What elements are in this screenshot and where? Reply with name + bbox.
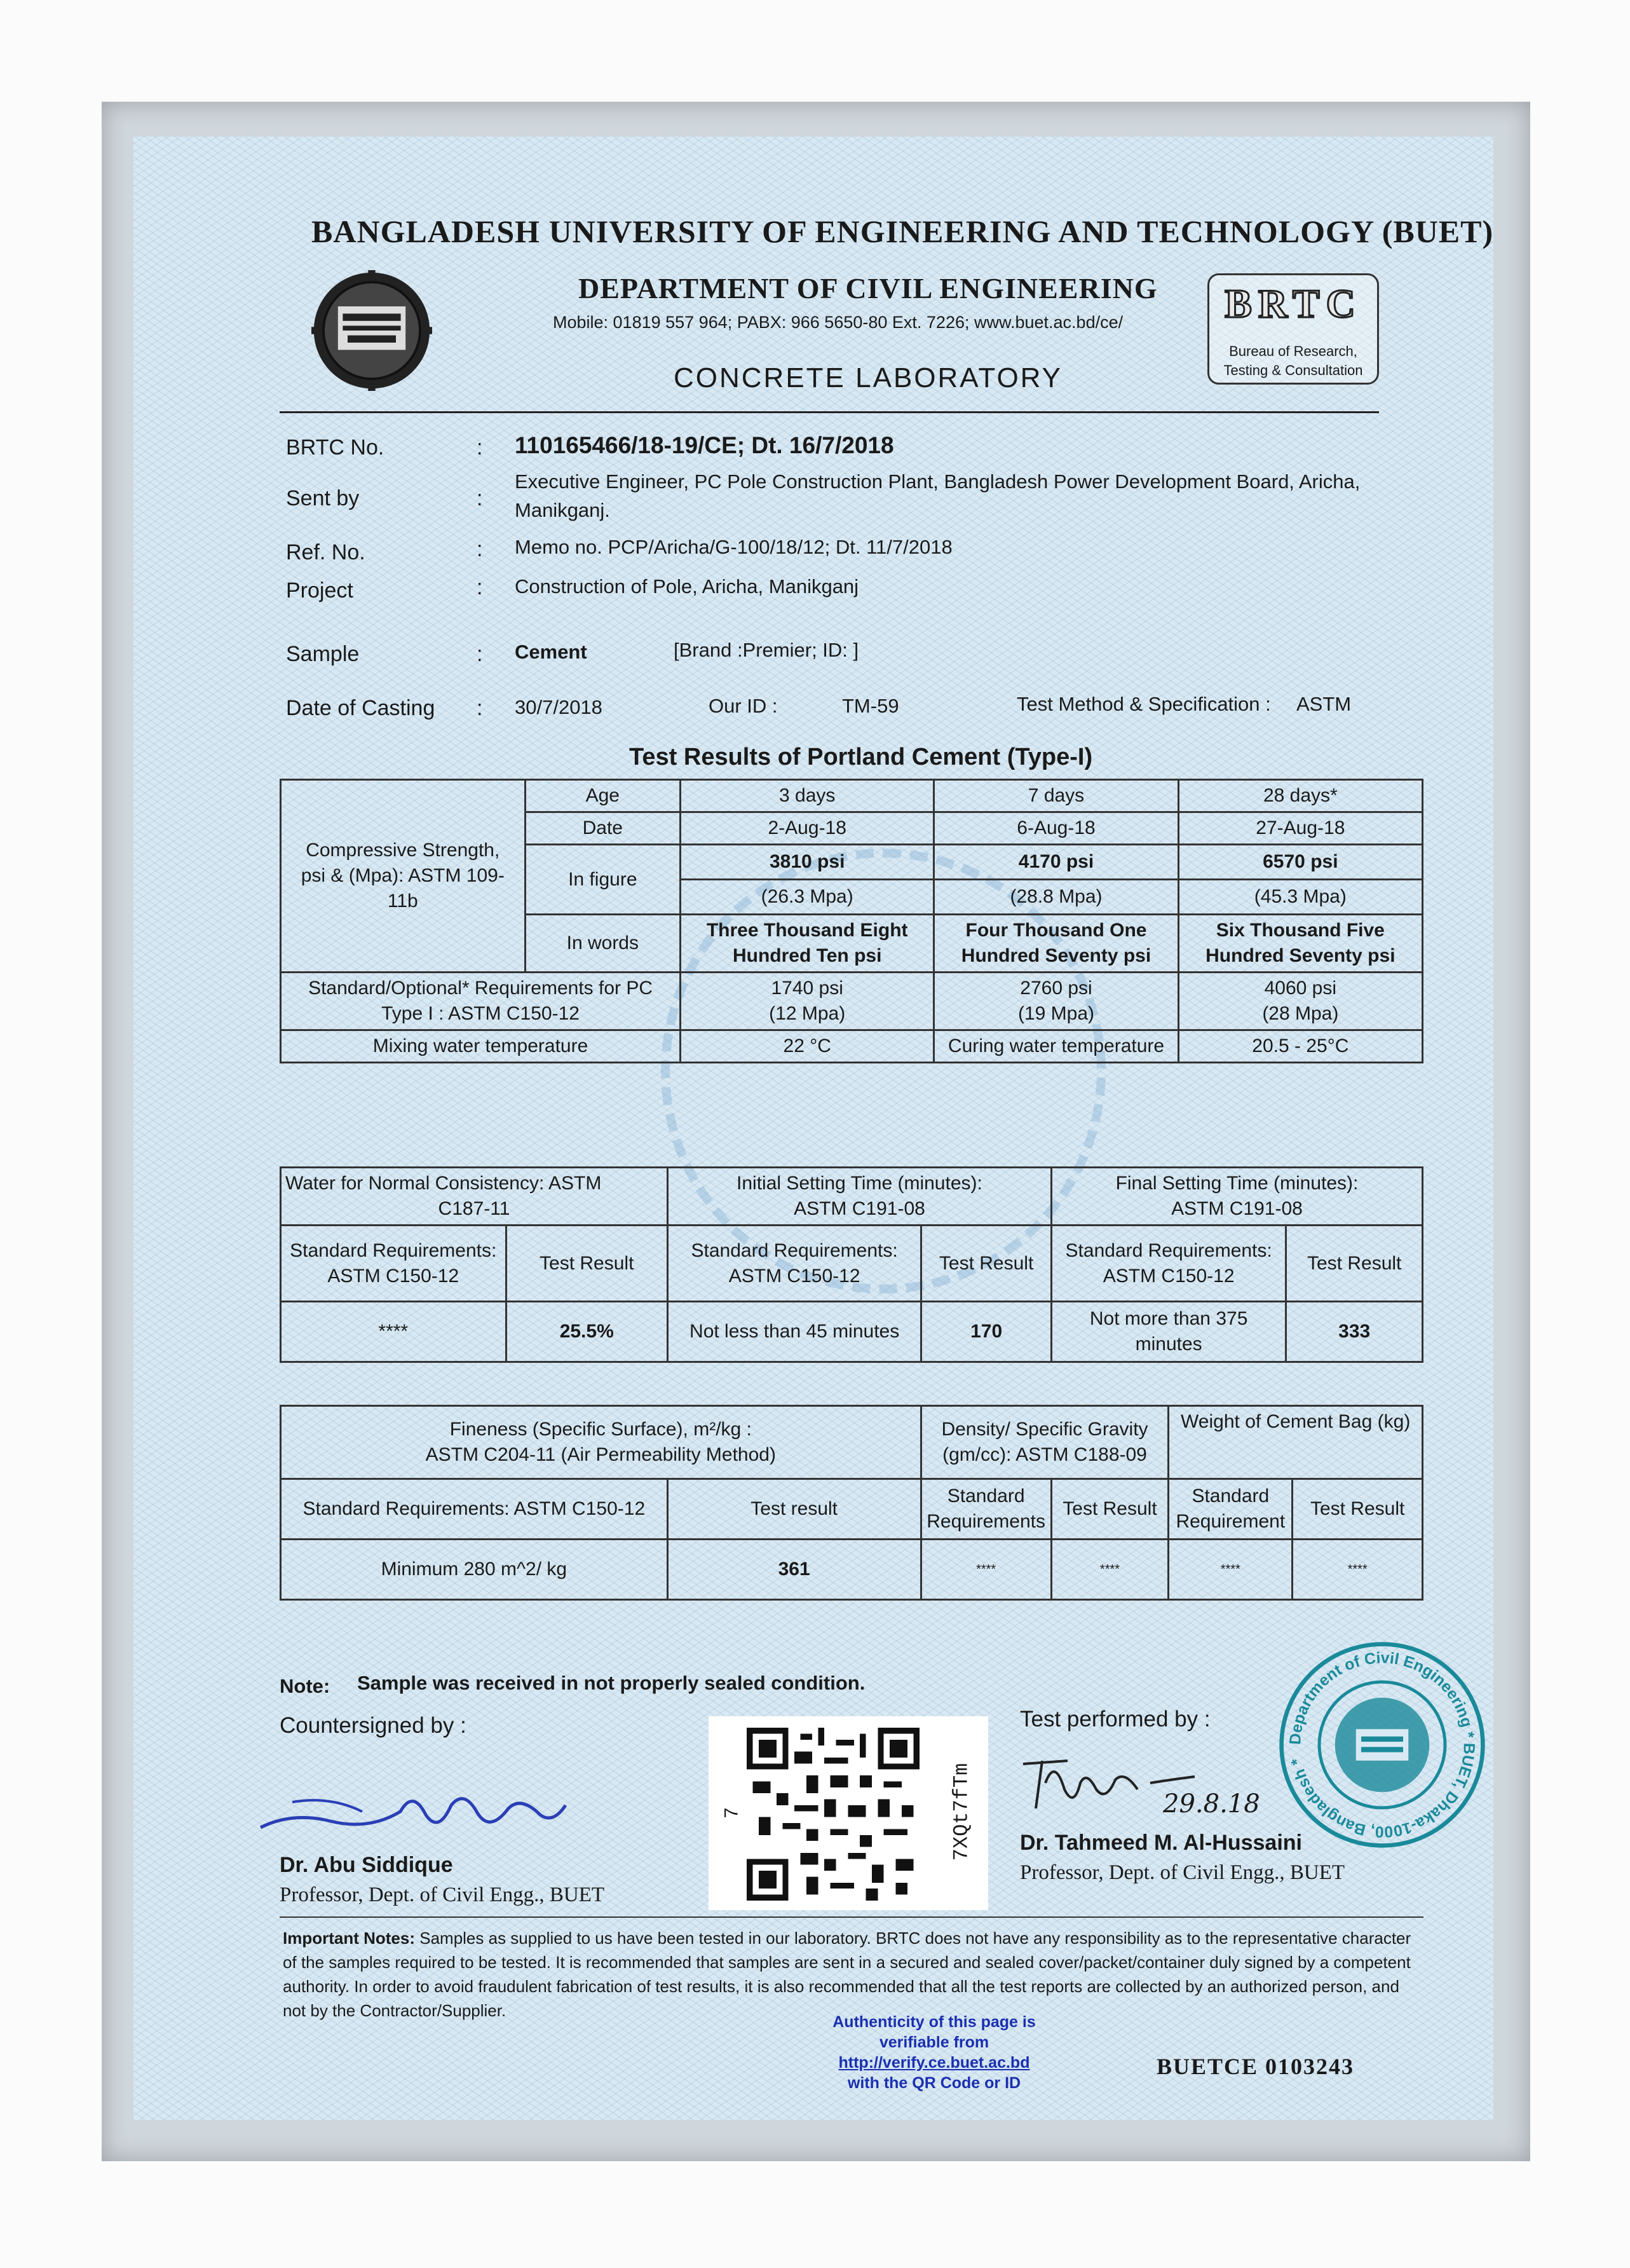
std-req-line1: Standard Requirements: (290, 1240, 497, 1261)
fineness-result-value: 361 (667, 1540, 921, 1600)
std-line2: Requirements (927, 1511, 1046, 1532)
initial-header-line2: ASTM C191-08 (794, 1198, 925, 1219)
psi-28d: 6570 psi (1179, 845, 1422, 880)
ref-no-value: Memo no. PCP/Aricha/G-100/18/12; Dt. 11/7/2018 (515, 536, 953, 558)
req-mpa-28d: (28 Mpa) (1262, 1003, 1339, 1024)
date-7d: 6-Aug-18 (934, 812, 1178, 845)
req-mpa-3d: (12 Mpa) (769, 1003, 846, 1024)
initial-std-req (667, 1226, 921, 1302)
words-28d-line2: Hundred Seventy psi (1206, 945, 1396, 966)
req-28d (1178, 973, 1422, 1030)
brtc-no-value: 110165466/18-19/CE; Dt. 16/7/2018 (515, 432, 894, 458)
figure-7d (934, 845, 1178, 915)
consistency-header-line2: C187-11 (438, 1198, 510, 1219)
important-notes-label: Important Notes: (283, 1929, 415, 1948)
requirement-label-line1: Standard/Optional* Requirements for PC (308, 978, 653, 999)
left-signer-title: Professor, Dept. of Civil Engg., BUET (280, 1883, 605, 1906)
bag-result-value: **** (1293, 1540, 1423, 1600)
words-3d (681, 915, 934, 973)
important-notes-text: Samples as supplied to us have been tested in our laboratory. BRTC does not have any responsibility as to the representative character of the samples required to be tested. It is recommended that samples are sent in a secured and sealed cover/packet/container duly signed by a competent authority. In order to avoid fraudulent fabrication of test results, it is also recommended that all the test reports are collected by an authorized person, and not by the Contractor/Supplier. (283, 1929, 1411, 2020)
words-7d-line1: Four Thousand One (965, 920, 1147, 941)
fineness-req-value: Minimum 280 m^2/ kg (281, 1540, 668, 1600)
colon: : (477, 537, 483, 561)
density-result-value: **** (1051, 1540, 1169, 1600)
req-psi-28d: 4060 psi (1264, 978, 1337, 999)
method-value: ASTM (1296, 693, 1352, 715)
curing-label: Curing water temperature (934, 1030, 1178, 1063)
sent-by-value-line2: Manikganj. (515, 499, 610, 521)
in-words-label: In words (525, 915, 681, 973)
fineness-header (281, 1406, 921, 1479)
brtc-letters: BRTC (1225, 281, 1362, 326)
note-text: Sample was received in not properly sealed condition. (357, 1672, 866, 1694)
header-divider (280, 411, 1379, 413)
performed-label: Test performed by : (1020, 1707, 1211, 1732)
req-psi-3d: 1740 psi (771, 978, 843, 999)
verify-line4: with the QR Code or ID (847, 2074, 1021, 2092)
bag-weight-header: Weight of Cement Bag (kg) (1169, 1406, 1423, 1479)
age-7d: 7 days (934, 780, 1178, 812)
brtc-line1: Bureau of Research, (1229, 343, 1357, 359)
fineness-std-req-label: Standard Requirements: ASTM C150-12 (281, 1479, 668, 1540)
buet-logo-icon (311, 270, 432, 391)
density-req-value: **** (921, 1540, 1051, 1600)
consistency-header (281, 1168, 668, 1226)
std-req-line2: ASTM C150-12 (728, 1265, 860, 1287)
date-label: Date (525, 812, 681, 845)
date-28d: 27-Aug-18 (1178, 812, 1422, 845)
figure-3d (681, 845, 934, 915)
compressive-strength-table (280, 779, 1423, 1063)
age-label: Age (525, 780, 681, 812)
age-28d: 28 days* (1178, 780, 1422, 812)
seal-text: Department of Civil Engineering * BUET, Dhaka-1000, Bangladesh * (1287, 1650, 1477, 1840)
initial-header-line1: Initial Setting Time (minutes): (737, 1173, 982, 1194)
initial-setting-header (667, 1168, 1051, 1226)
density-std-req-label (921, 1479, 1051, 1540)
bag-req-value: **** (1169, 1540, 1293, 1600)
sample-label: Sample (286, 642, 360, 666)
laboratory-name: CONCRETE LABORATORY (674, 362, 1063, 393)
colon: : (477, 696, 483, 720)
initial-req-value: Not less than 45 minutes (667, 1302, 921, 1362)
brtc-no-label: BRTC No. (286, 435, 384, 460)
density-header-line1: Density/ Specific Gravity (941, 1419, 1148, 1440)
handwritten-date: 29.8.18 (1163, 1789, 1260, 1819)
brtc-subtitle (1209, 342, 1377, 380)
qr-side-digit: 7 (721, 1807, 742, 1819)
sample-value: Cement (515, 641, 587, 663)
initial-result-value: 170 (921, 1302, 1052, 1362)
brtc-line2: Testing & Consultation (1223, 362, 1363, 378)
verify-line1: Authenticity of this page is (832, 2013, 1036, 2031)
project-value: Construction of Pole, Aricha, Manikganj (515, 575, 859, 598)
density-test-result-label: Test Result (1051, 1479, 1169, 1540)
footer-divider (280, 1916, 1423, 1918)
verify-line2: verifiable from (879, 2033, 989, 2051)
qr-id-text: 7XQt7fTm (949, 1763, 974, 1861)
words-7d-line2: Hundred Seventy psi (961, 945, 1151, 966)
mixing-label: Mixing water temperature (281, 1030, 681, 1063)
fineness-header-line1: Fineness (Specific Surface), m²/kg : (449, 1419, 752, 1440)
requirement-label-line2: Type I : ASTM C150-12 (381, 1003, 580, 1024)
consistency-setting-table (280, 1166, 1423, 1363)
sample-brand: [Brand :Premier; ID: ] (674, 639, 859, 661)
fineness-test-result-label: Test result (667, 1479, 921, 1540)
fineness-density-table (280, 1405, 1423, 1601)
note-label: Note: (280, 1675, 330, 1697)
req-psi-7d: 2760 psi (1020, 978, 1092, 999)
colon: : (477, 486, 483, 510)
psi-3d: 3810 psi (681, 845, 933, 880)
countersigned-label: Countersigned by : (280, 1713, 466, 1738)
contact-line: Mobile: 01819 557 964; PABX: 966 5650-80 Ext. 7226; www.buet.ac.bd/ce/ (553, 313, 1124, 332)
ref-no-label: Ref. No. (286, 540, 365, 564)
signature-siddique-icon (254, 1751, 572, 1853)
left-signer-name: Dr. Abu Siddique (280, 1853, 453, 1877)
bag-test-result-label: Test Result (1293, 1479, 1423, 1540)
req-3d (681, 973, 934, 1030)
age-3d: 3 days (681, 780, 934, 812)
final-test-result-label: Test Result (1286, 1226, 1423, 1302)
colon: : (477, 575, 483, 599)
req-mpa-7d: (19 Mpa) (1017, 1003, 1095, 1024)
serial-number: BUETCE 0103243 (1157, 2054, 1355, 2079)
verify-stamp (807, 2012, 1061, 2093)
sent-by-value-line1: Executive Engineer, PC Pole Construction Plant, Bangladesh Power Development Board, Aricha, (515, 470, 1361, 493)
results-title: Test Results of Portland Cement (Type-I) (629, 744, 1093, 770)
final-req-value: Not more than 375 minutes (1051, 1302, 1286, 1362)
important-notes (283, 1926, 1427, 2023)
project-label: Project (286, 578, 353, 603)
in-figure-label: In figure (525, 845, 681, 915)
initial-test-result-label: Test Result (921, 1226, 1052, 1302)
words-3d-line2: Hundred Ten psi (732, 945, 882, 966)
right-signer-title: Professor, Dept. of Civil Engg., BUET (1020, 1861, 1345, 1884)
casting-label: Date of Casting (286, 696, 435, 720)
department-name: DEPARTMENT OF CIVIL ENGINEERING (578, 272, 1158, 304)
consistency-std-req (281, 1226, 506, 1302)
final-header-line2: ASTM C191-08 (1171, 1198, 1303, 1219)
curing-value: 20.5 - 25°C (1178, 1030, 1422, 1063)
qr-code-card (709, 1716, 988, 1910)
bag-std-req-label: Standard Requirement (1169, 1479, 1293, 1540)
final-result-value: 333 (1286, 1302, 1423, 1362)
consistency-req-value: **** (281, 1302, 506, 1362)
psi-7d: 4170 psi (935, 845, 1177, 880)
mixing-value: 22 °C (681, 1030, 934, 1063)
mpa-3d: (26.3 Mpa) (761, 886, 853, 907)
words-7d (934, 915, 1178, 973)
colon: : (477, 435, 483, 460)
compressive-label: Compressive Strength, psi & (Mpa): ASTM 109-11b (281, 780, 526, 973)
consistency-test-result-label: Test Result (506, 1226, 667, 1302)
std-req-line2: ASTM C150-12 (327, 1265, 459, 1287)
brtc-badge (1207, 273, 1379, 385)
qr-code-icon (747, 1728, 920, 1901)
method-label: Test Method & Specification : (1017, 693, 1271, 715)
std-req-line1: Standard Requirements: (691, 1240, 898, 1261)
colon: : (477, 642, 483, 666)
consistency-header-line1: Water for Normal Consistency: ASTM (285, 1173, 602, 1194)
right-signer-name: Dr. Tahmeed M. Al-Hussaini (1020, 1831, 1302, 1855)
density-header-line2: (gm/cc): ASTM C188-09 (942, 1444, 1147, 1465)
final-setting-header (1051, 1168, 1422, 1226)
density-header (921, 1406, 1169, 1479)
final-std-req (1051, 1226, 1286, 1302)
std-line1: Standard (947, 1486, 1025, 1506)
university-name: BANGLADESH UNIVERSITY OF ENGINEERING AND TECHNOLOGY (BUET) (311, 214, 1493, 249)
our-id-value: TM-59 (842, 695, 899, 717)
words-28d-line1: Six Thousand Five (1216, 920, 1385, 941)
verify-url[interactable]: http://verify.ce.buet.ac.bd (838, 2054, 1030, 2072)
test-report-sheet (133, 137, 1493, 2120)
std-req-line1: Standard Requirements: (1065, 1240, 1272, 1261)
std-req-line2: ASTM C150-12 (1103, 1265, 1235, 1287)
sent-by-label: Sent by (286, 486, 360, 510)
date-3d: 2-Aug-18 (681, 812, 934, 845)
requirement-label (281, 973, 681, 1030)
figure-28d (1178, 845, 1422, 915)
our-id-label: Our ID : (709, 695, 778, 717)
words-3d-line1: Three Thousand Eight (706, 920, 908, 941)
fineness-header-line2: ASTM C204-11 (Air Permeability Method) (425, 1444, 776, 1465)
final-header-line1: Final Setting Time (minutes): (1115, 1173, 1359, 1194)
casting-value: 30/7/2018 (515, 696, 602, 718)
mpa-28d: (45.3 Mpa) (1254, 886, 1347, 907)
consistency-result-value: 25.5% (506, 1302, 667, 1362)
mpa-7d: (28.8 Mpa) (1010, 886, 1103, 907)
words-28d (1178, 915, 1422, 973)
req-7d (934, 973, 1178, 1030)
department-seal-icon (1277, 1640, 1487, 1850)
